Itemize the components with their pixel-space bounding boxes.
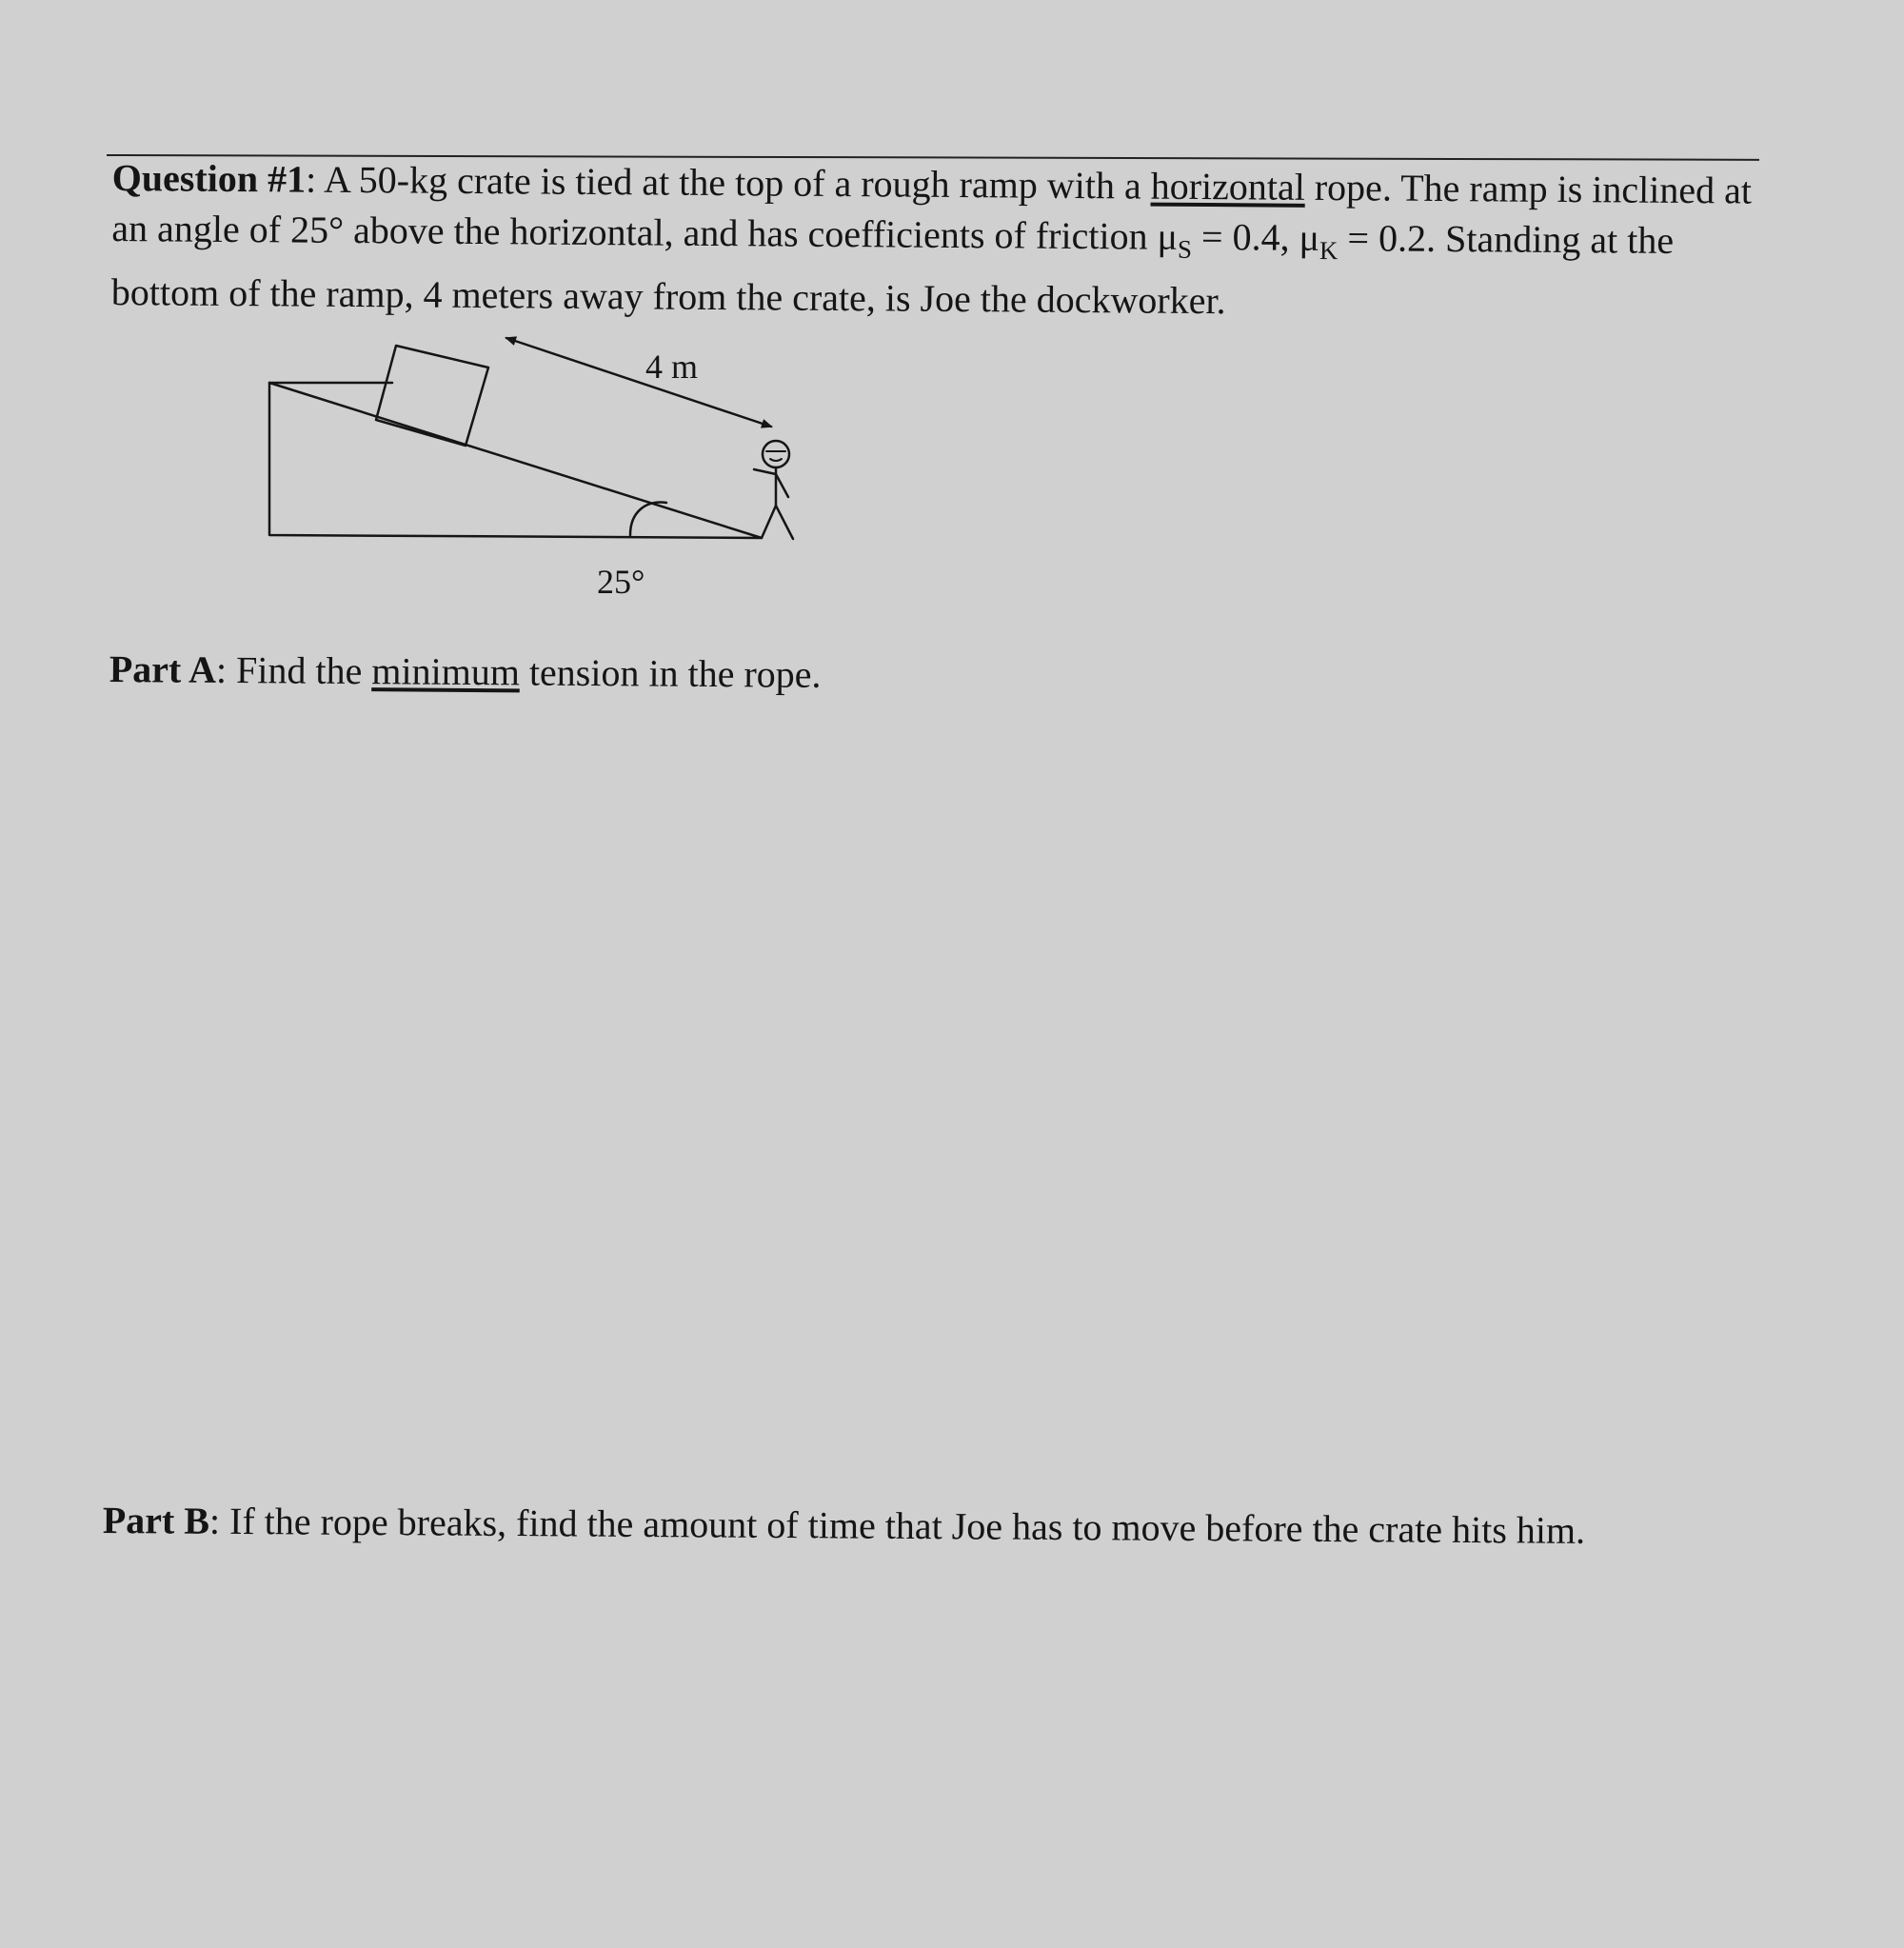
part-b-prompt xyxy=(103,1497,1586,1555)
distance-label: 4 m xyxy=(645,348,699,386)
part-b-label: Part B xyxy=(102,1499,210,1542)
ramp-diagram-svg xyxy=(257,324,809,609)
question-label: Question #1 xyxy=(111,155,307,201)
ramp-diagram xyxy=(257,324,809,609)
crate-box xyxy=(376,346,488,446)
ramp-triangle xyxy=(269,383,762,538)
part-a-text-2: tension in the rope. xyxy=(519,650,822,696)
part-b-text: If the rope breaks, find the amount of time that Joe has to move before the crate hits him. xyxy=(228,1499,1586,1552)
question-emphasis-horizontal: horizontal xyxy=(1150,164,1306,209)
joe-arms xyxy=(754,469,788,497)
question-text-part-3: = 0.4, μ xyxy=(1191,214,1320,259)
question-text-part-4: = 0.2. Standing at the bottom of the ramp, 4 meters away from the crate, is Joe the dockworker. xyxy=(110,216,1675,323)
joe-mouth xyxy=(770,459,782,461)
mu-k-subscript: K xyxy=(1319,235,1339,266)
question-text-part-2: rope. The ramp is inclined at an angle of 25° above the horizontal, and has coefficients of friction μ xyxy=(111,165,1753,258)
joe-legs xyxy=(762,506,793,539)
part-a-text-1: Find the xyxy=(235,648,372,693)
question-paragraph xyxy=(111,152,1759,330)
distance-arrow xyxy=(506,338,771,427)
question-label-separator: : xyxy=(305,157,325,201)
part-a-separator: : xyxy=(215,647,237,692)
angle-label: 25° xyxy=(597,563,645,601)
part-a-emphasis-minimum: minimum xyxy=(371,649,521,694)
question-text-part-1: A 50-kg crate is tied at the top of a rough ramp with a xyxy=(323,157,1151,208)
joe-head xyxy=(763,441,789,467)
part-b-separator: : xyxy=(208,1499,230,1542)
joe-stick-figure xyxy=(754,441,793,539)
part-a-label: Part A xyxy=(109,646,217,691)
part-a-prompt xyxy=(109,646,822,699)
mu-s-subscript: S xyxy=(1177,234,1193,264)
